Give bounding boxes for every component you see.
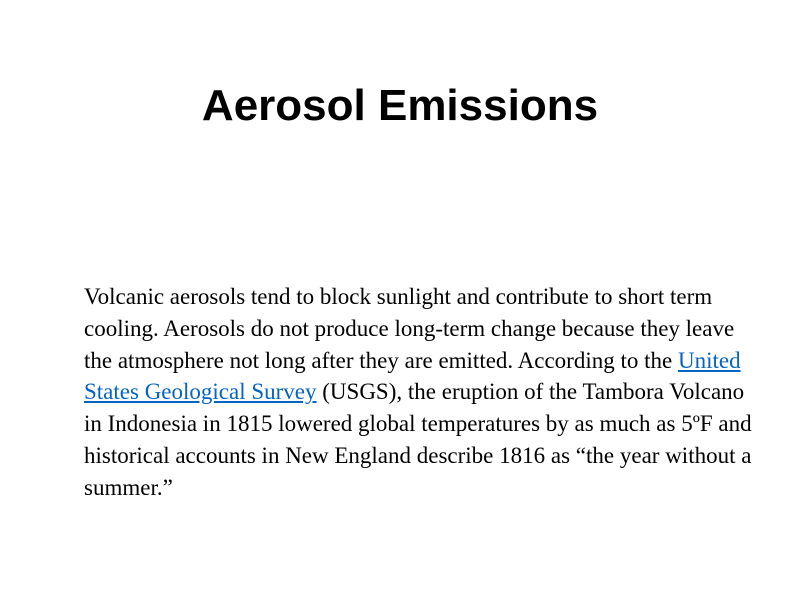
usgs-link[interactable]: United States Geological Survey [84, 347, 741, 405]
body-text-before-link: Volcanic aerosols tend to block sunlight and contribute to short term cooling. Aerosols do not produce long-term change because they leave the atmosphere not long after they are emitted. According to the [84, 284, 735, 373]
slide-title: Aerosol Emissions [201, 81, 599, 130]
slide-body-text [84, 281, 764, 504]
body-text-after-link: (USGS), the eruption of the Tambora Volcano in Indonesia in 1815 lowered global temperatures by as much as 5ºF and historical accounts in New England describe 1816 as “the year without a summer.” [84, 379, 752, 500]
